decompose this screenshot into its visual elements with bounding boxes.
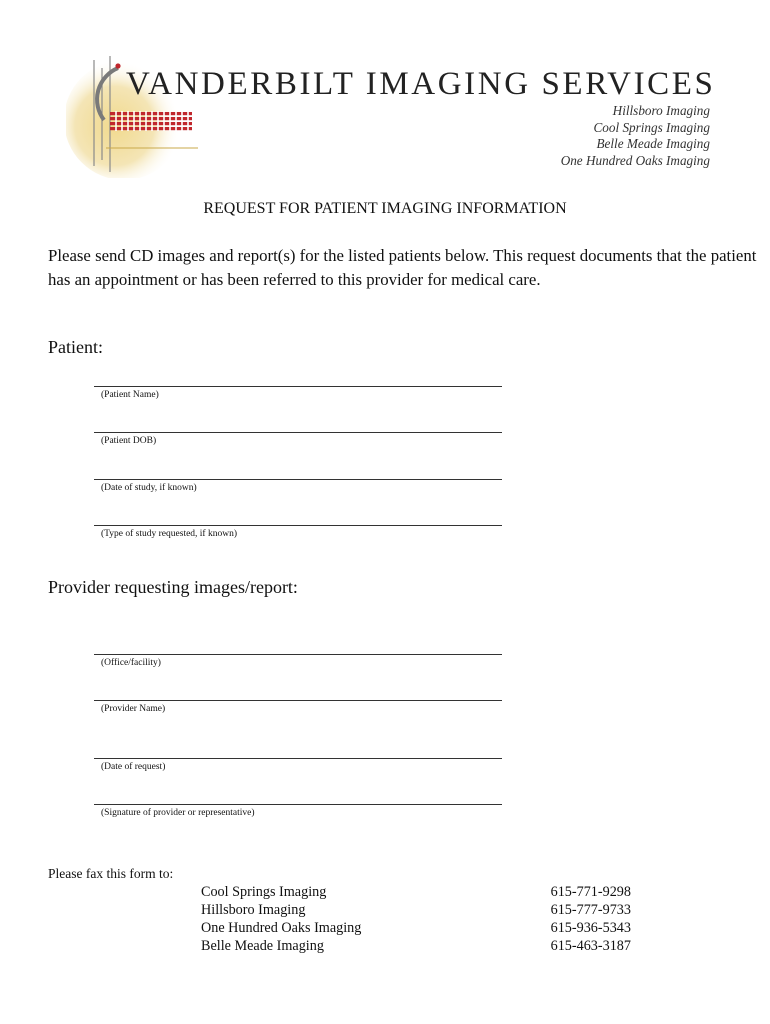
fax-location-name: One Hundred Oaks Imaging	[201, 920, 362, 936]
signature-field[interactable]	[94, 804, 502, 818]
office-facility-field[interactable]	[94, 654, 502, 668]
patient-name-label: (Patient Name)	[101, 390, 159, 400]
date-of-request-line[interactable]	[94, 758, 502, 759]
patient-dob-line[interactable]	[94, 432, 502, 433]
study-type-label: (Type of study requested, if known)	[101, 529, 237, 539]
patient-name-line[interactable]	[94, 386, 502, 387]
form-title: REQUEST FOR PATIENT IMAGING INFORMATION	[203, 200, 567, 217]
fax-row	[201, 919, 631, 937]
location-list	[561, 103, 710, 169]
fax-row	[201, 901, 631, 919]
intro-paragraph: Please send CD images and report(s) for the listed patients below. This request documents that the patient has an appointment or has been referred to this provider for medical care.	[48, 246, 757, 289]
fax-directory	[201, 883, 631, 955]
office-facility-line[interactable]	[94, 654, 502, 655]
location-hillsboro: Hillsboro Imaging	[612, 103, 710, 118]
patient-heading: Patient:	[48, 337, 103, 357]
fax-location-name: Belle Meade Imaging	[201, 938, 324, 954]
fax-number: 615-771-9298	[550, 884, 631, 900]
study-type-field[interactable]	[94, 525, 502, 539]
provider-heading: Provider requesting images/report:	[48, 577, 298, 597]
patient-dob-field[interactable]	[94, 432, 502, 446]
fax-row	[201, 883, 631, 901]
signature-line[interactable]	[94, 804, 502, 805]
patient-dob-label: (Patient DOB)	[101, 436, 157, 446]
fax-location-name: Hillsboro Imaging	[201, 902, 306, 918]
location-one-hundred-oaks: One Hundred Oaks Imaging	[560, 152, 710, 168]
fax-row	[201, 937, 631, 955]
brand-name: VANDERBILT IMAGING SERVICES	[126, 66, 716, 102]
date-of-study-label: (Date of study, if known)	[101, 483, 197, 493]
office-facility-label: (Office/facility)	[101, 658, 161, 668]
location-belle-meade: Belle Meade Imaging	[596, 136, 710, 151]
date-of-request-label: (Date of request)	[101, 762, 166, 772]
fax-instructions: Please fax this form to:	[48, 866, 174, 881]
provider-name-field[interactable]	[94, 700, 502, 714]
location-cool-springs: Cool Springs Imaging	[593, 119, 710, 135]
provider-name-line[interactable]	[94, 700, 502, 701]
date-of-request-field[interactable]	[94, 758, 502, 772]
date-of-study-field[interactable]	[94, 479, 502, 493]
fax-number: 615-777-9733	[550, 902, 631, 918]
patient-name-field[interactable]	[94, 386, 502, 400]
fax-number: 615-463-3187	[550, 938, 631, 954]
study-type-line[interactable]	[94, 525, 502, 526]
fax-number: 615-936-5343	[550, 920, 631, 936]
provider-name-label: (Provider Name)	[101, 704, 166, 714]
fax-location-name: Cool Springs Imaging	[201, 884, 327, 900]
signature-label: (Signature of provider or representative)	[101, 808, 255, 818]
date-of-study-line[interactable]	[94, 479, 502, 480]
logo-header	[66, 48, 726, 178]
